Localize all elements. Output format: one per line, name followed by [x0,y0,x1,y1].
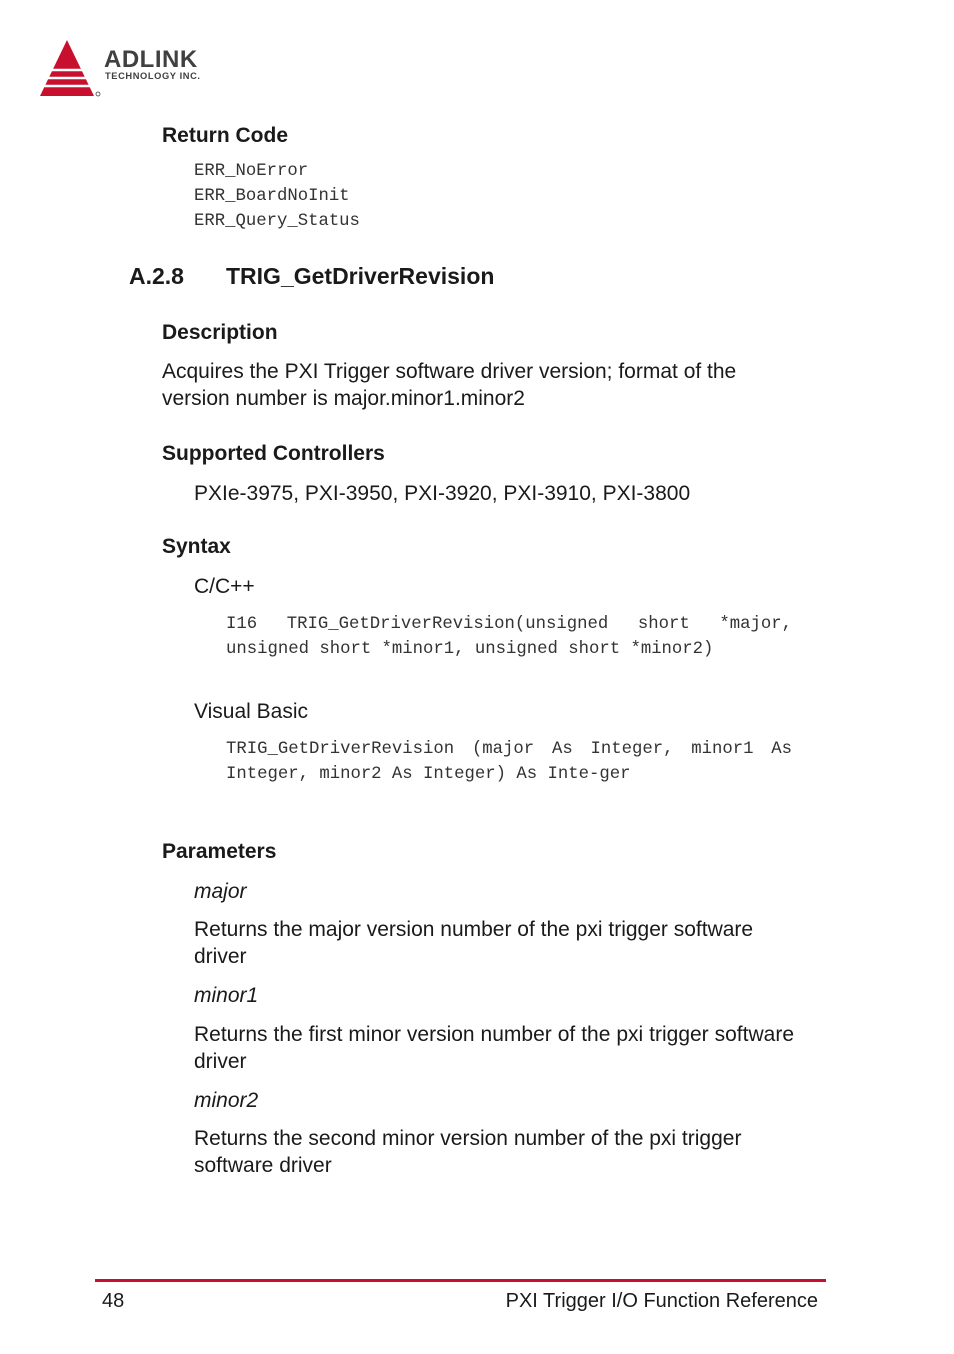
param-name-major: major [194,880,247,903]
return-code-list [194,159,360,234]
description-text: Acquires the PXI Trigger software driver version; format of the version number is major.minor1.minor2 [162,360,737,410]
param-name-minor1: minor1 [194,984,259,1007]
visual-basic-label: Visual Basic [194,700,309,723]
param-desc-minor1: Returns the first minor version number of the pxi trigger software driver [194,1023,794,1073]
footer-title: PXI Trigger I/O Function Reference [505,1290,818,1312]
param-desc-major: Returns the major version number of the pxi trigger software driver [194,918,754,968]
section-title: TRIG_GetDriverRevision [226,263,495,289]
return-code-item: ERR_BoardNoInit [194,187,350,206]
description-heading: Description [162,321,278,344]
section-number: A.2.8 [129,263,184,289]
return-code-item: ERR_Query_Status [194,212,360,231]
supported-controllers-heading: Supported Controllers [162,442,385,465]
return-code-heading: Return Code [162,124,288,147]
page-number: 48 [102,1290,125,1312]
footer-divider [95,1279,826,1282]
param-name-minor2: minor2 [194,1089,259,1112]
logo-wordmark: ADLINK [104,46,198,73]
vb-syntax-code: TRIG_GetDriverRevision (major As Integer, minor1 As Integer, minor2 As Integer) As Inte-ger [226,740,792,784]
supported-controllers-text: PXIe-3975, PXI-3950, PXI-3920, PXI-3910, PXI-3800 [194,482,691,505]
param-desc-minor2: Returns the second minor version number of the pxi trigger software driver [194,1127,742,1177]
syntax-heading: Syntax [162,535,231,558]
adlink-logo-triangle-icon [40,38,102,100]
return-code-item: ERR_NoError [194,162,309,181]
logo-subtitle: TECHNOLOGY INC. [105,71,201,81]
c-cpp-label: C/C++ [194,575,255,598]
c-syntax-code: I16 TRIG_GetDriverRevision(unsigned short *major, unsigned short *minor1, unsigned short *minor2) [226,615,792,659]
parameters-heading: Parameters [162,840,277,863]
